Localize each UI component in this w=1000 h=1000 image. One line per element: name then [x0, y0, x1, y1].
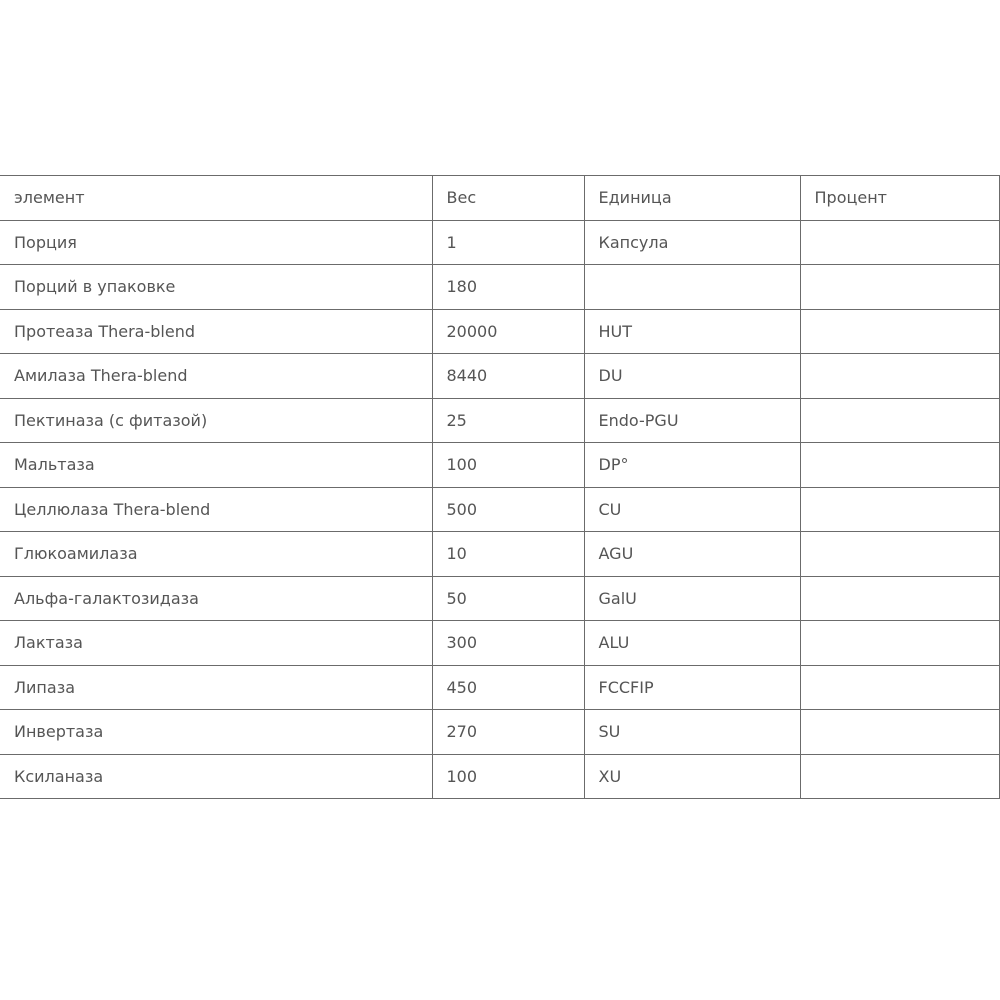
cell-weight: 180: [432, 265, 584, 310]
header-unit: Единица: [584, 176, 800, 221]
table-row: [0, 398, 999, 443]
table-row: [0, 532, 999, 577]
cell-unit: ALU: [584, 621, 800, 666]
cell-percent: [800, 398, 999, 443]
table-header-row: [0, 176, 999, 221]
cell-unit: FCCFIP: [584, 665, 800, 710]
cell-weight: 50: [432, 576, 584, 621]
cell-weight: 500: [432, 487, 584, 532]
table-row: [0, 621, 999, 666]
table-row: [0, 710, 999, 755]
cell-percent: [800, 665, 999, 710]
cell-unit: SU: [584, 710, 800, 755]
cell-element: Целлюлаза Thera-blend: [0, 487, 432, 532]
cell-weight: 8440: [432, 354, 584, 399]
table-row: [0, 220, 999, 265]
cell-percent: [800, 576, 999, 621]
cell-unit: CU: [584, 487, 800, 532]
cell-unit: AGU: [584, 532, 800, 577]
cell-unit: DU: [584, 354, 800, 399]
cell-element: Амилаза Thera-blend: [0, 354, 432, 399]
cell-unit: Endo-PGU: [584, 398, 800, 443]
cell-unit: Капсула: [584, 220, 800, 265]
cell-percent: [800, 621, 999, 666]
cell-element: Протеаза Thera-blend: [0, 309, 432, 354]
cell-weight: 300: [432, 621, 584, 666]
cell-element: Мальтаза: [0, 443, 432, 488]
enzyme-table: [0, 175, 1000, 799]
cell-element: Липаза: [0, 665, 432, 710]
cell-element: Альфа-галактозидаза: [0, 576, 432, 621]
cell-percent: [800, 754, 999, 799]
cell-weight: 20000: [432, 309, 584, 354]
cell-weight: 100: [432, 443, 584, 488]
table-row: [0, 487, 999, 532]
cell-percent: [800, 220, 999, 265]
cell-percent: [800, 487, 999, 532]
header-weight: Вес: [432, 176, 584, 221]
cell-percent: [800, 265, 999, 310]
cell-weight: 450: [432, 665, 584, 710]
cell-weight: 10: [432, 532, 584, 577]
cell-weight: 25: [432, 398, 584, 443]
cell-percent: [800, 354, 999, 399]
cell-unit: GalU: [584, 576, 800, 621]
cell-unit: DP°: [584, 443, 800, 488]
cell-percent: [800, 532, 999, 577]
table-row: [0, 665, 999, 710]
cell-percent: [800, 443, 999, 488]
cell-element: Глюкоамилаза: [0, 532, 432, 577]
cell-element: Порций в упаковке: [0, 265, 432, 310]
table-row: [0, 443, 999, 488]
cell-percent: [800, 710, 999, 755]
table-row: [0, 309, 999, 354]
header-element: элемент: [0, 176, 432, 221]
table-row: [0, 354, 999, 399]
cell-weight: 270: [432, 710, 584, 755]
cell-element: Порция: [0, 220, 432, 265]
cell-unit: XU: [584, 754, 800, 799]
cell-weight: 100: [432, 754, 584, 799]
cell-element: Ксиланаза: [0, 754, 432, 799]
cell-unit: [584, 265, 800, 310]
cell-unit: HUT: [584, 309, 800, 354]
cell-element: Пектиназа (с фитазой): [0, 398, 432, 443]
table-row: [0, 576, 999, 621]
cell-weight: 1: [432, 220, 584, 265]
cell-element: Инвертаза: [0, 710, 432, 755]
table-row: [0, 754, 999, 799]
table-row: [0, 265, 999, 310]
cell-percent: [800, 309, 999, 354]
header-percent: Процент: [800, 176, 999, 221]
cell-element: Лактаза: [0, 621, 432, 666]
